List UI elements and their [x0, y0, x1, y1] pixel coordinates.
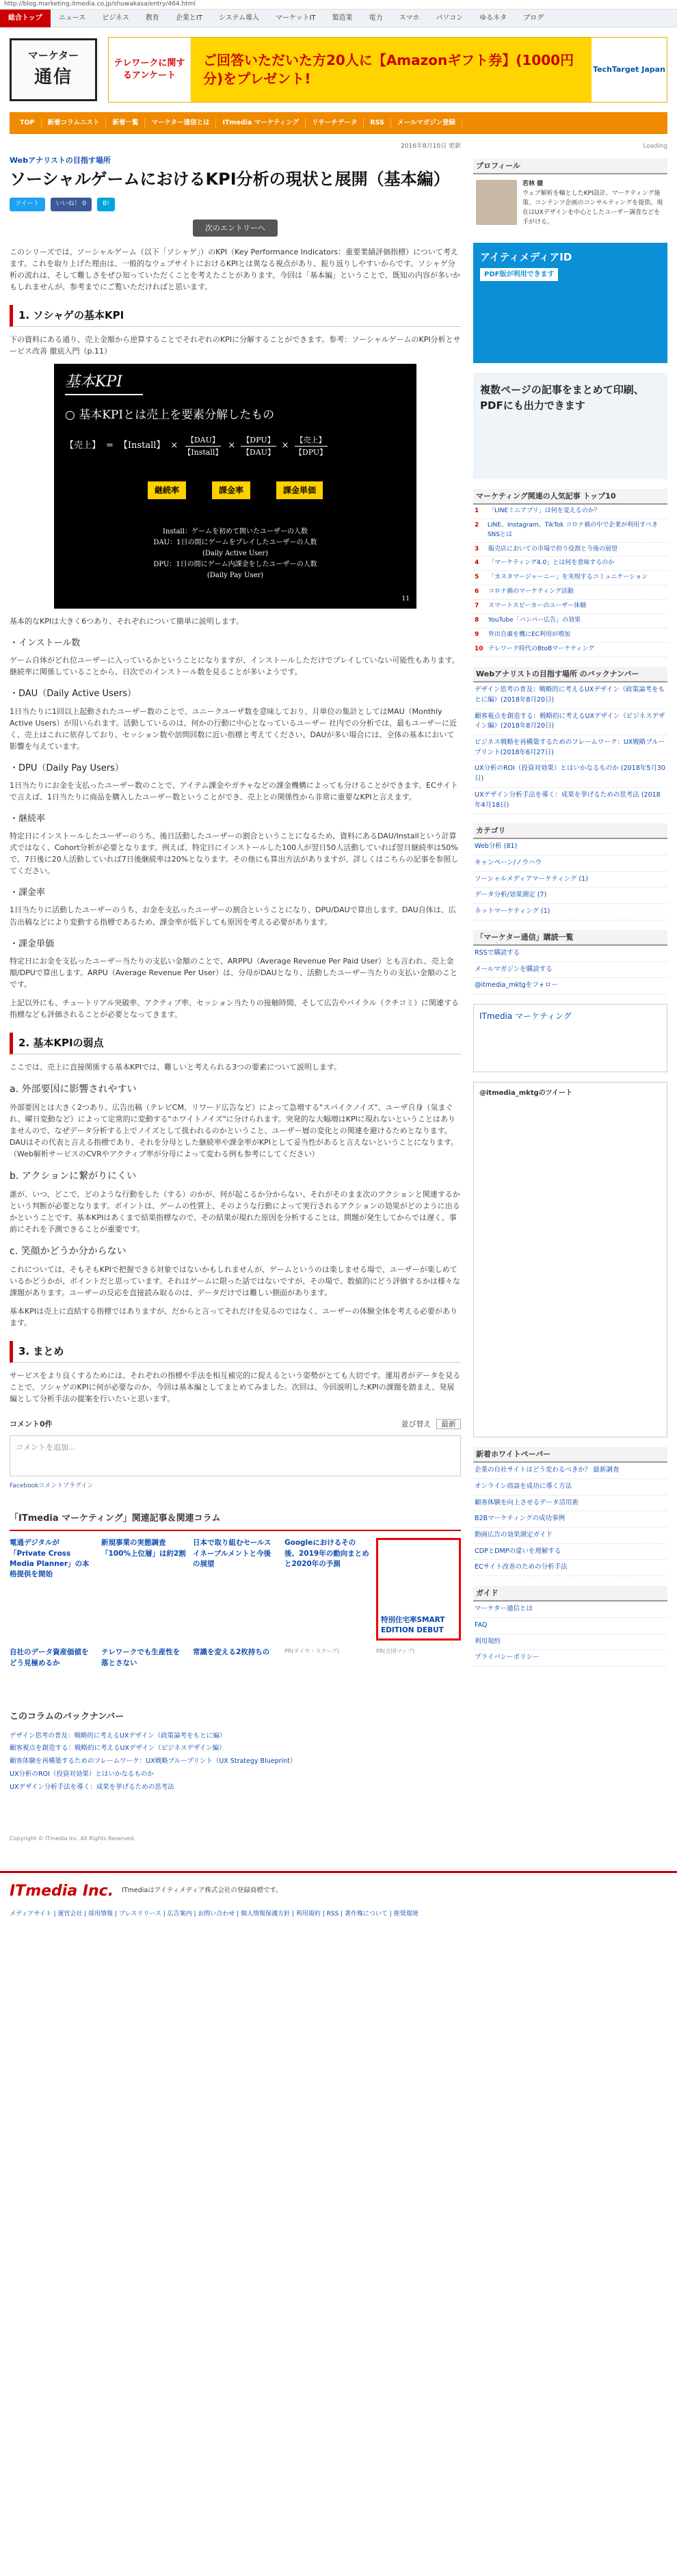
ranking-item[interactable]: 2 LINE、Instagram、TikTok コロナ禍の中で企業が利用すべきSNSとは	[473, 519, 667, 543]
profile-name[interactable]: 若林 健	[522, 180, 544, 187]
category-item[interactable]: ネットマーケティング (1)	[473, 904, 667, 920]
whitepaper-item[interactable]: 動画広告の効果測定ガイド	[473, 1528, 667, 1544]
site-logo[interactable]	[10, 38, 97, 101]
category-box	[473, 823, 667, 920]
section-heading: 3. まとめ	[10, 1341, 461, 1363]
related-item[interactable]: 日本で取り組むセールスイネーブルメントと今後の展望	[193, 1539, 271, 1568]
backnumber-item[interactable]: デザイン思考の普及：戦略的に考えるUXデザイン（政策論考をもとに編）	[10, 1731, 226, 1740]
footer-text: ITmediaはアイティメディア株式会社の登録商標です。	[122, 1887, 282, 1895]
slide-tags	[65, 481, 406, 500]
formula-install: 【Install】	[118, 440, 165, 451]
category-item[interactable]: データ分析/効果測定 (7)	[473, 888, 667, 904]
catnav-item[interactable]: RSS	[364, 118, 391, 128]
catnav-item[interactable]: 新着一覧	[106, 118, 145, 128]
formula-frac-2: $\frac{\text{【DPU】}}{\text{【DAU】}}$	[241, 435, 275, 457]
sidebar-backnumber-box	[473, 667, 667, 814]
twitter-follow-link[interactable]: @itmedia_mktgをフォロー	[473, 978, 667, 994]
tag-pay-rate: 課金率	[212, 481, 250, 500]
related-grid	[10, 1538, 461, 1695]
social-buttons	[10, 198, 461, 211]
rss-link[interactable]: RSSで購読する	[473, 946, 667, 962]
topnav-item[interactable]: ブログ	[523, 14, 544, 22]
topnav-item[interactable]: ビジネス	[102, 14, 129, 22]
ranking-item[interactable]: 9 外出自粛を機にEC利用が増加	[473, 628, 667, 643]
footer-logo[interactable]: ITmedia Inc.	[10, 1882, 114, 1900]
catnav-item[interactable]: マーケター通信とは	[145, 118, 216, 128]
logo-line1: マーケター	[27, 49, 79, 62]
whitepaper-item[interactable]: ECサイト改善のための分析手法	[473, 1560, 667, 1576]
paragraph: 上記以外にも、チュートリアル突破率、アクティブ率、セッション当たりの接触時間、そして広告やバイラル（クチコミ）に関連する指標なども評価されることが必要となってきます。	[10, 998, 460, 1019]
formula-sales: 【売上】	[65, 440, 101, 451]
twitter-widget[interactable]	[473, 1082, 667, 1437]
banner-left-text: テレワークに関するアンケート	[109, 38, 191, 102]
kpi-bullet-list	[10, 637, 461, 990]
comments-section	[10, 1418, 461, 1491]
sidebar-backnumber-item[interactable]: ビジネス戦略を再構築するためのフレームワーク：UX戦略ブループリント(2018年6月27日)	[473, 735, 667, 761]
ranking-item[interactable]: 1 「LINEミニアプリ」は何を変えるのか？	[473, 505, 667, 519]
itmedia-id-ad[interactable]	[473, 243, 667, 363]
guide-item[interactable]: 利用規約	[473, 1634, 667, 1651]
avatar	[476, 180, 517, 225]
paragraph: 下の資料にある通り、売上金額から逆算することでそれぞれのKPIに分解することができます。参考：ソーシャルゲームのKPI分析とサービス改善 徹底入門（p.11）	[10, 335, 461, 356]
copyright: Copyright © ITmedia Inc. All Rights Reserved.	[10, 1835, 135, 1842]
sidebar-backnumber-item[interactable]: デザイン思考の普及：戦略的に考えるUXデザイン（政策論考をもとに編）(2018年8月20日)	[473, 682, 667, 708]
category-item[interactable]: キャンペーン/ノウハウ	[473, 855, 667, 872]
kpi-slide-image	[54, 364, 416, 609]
sidebar-backnumber-title: Webアナリストの目指す場所 のバックナンバー	[473, 667, 667, 682]
twitter-widget-title: @itmedia_mktgのツイート	[479, 1089, 573, 1098]
catnav-item[interactable]: メールマガジン登録	[391, 118, 462, 128]
guide-item[interactable]: マーケター通信とは	[473, 1602, 667, 1618]
category-nav	[10, 112, 667, 134]
whitepaper-item[interactable]: B2Bマーケティングの成功事例	[473, 1511, 667, 1528]
related-ad-box[interactable]: 特別住宅率SMART EDITION DEBUT	[376, 1538, 461, 1641]
topnav-item[interactable]: システム導入	[218, 14, 259, 22]
subscribe-title: 「マーケター通信」購読一覧	[473, 930, 667, 946]
tag-unit-price: 課金単価	[276, 481, 323, 500]
topnav-item[interactable]: 総合トップ	[0, 10, 51, 27]
sidebar	[473, 142, 667, 1844]
sub-heading: c. 笑顔かどうか分からない	[10, 1246, 127, 1258]
ranking-item[interactable]: 5 「カスタマージャーニー」を実現するコミュニケーション	[473, 571, 667, 585]
profile-text: ウェブ解析を軸としたKPI設計、マーケティング施策、コンテンツ企画のコンサルティングを提供。現在はUXデザインを中心としたユーザー調査などを手がける。	[522, 189, 663, 226]
backnumber-title: このコラムのバックナンバー	[10, 1712, 124, 1723]
loading-indicator: Loading	[643, 143, 667, 150]
category-title: カテゴリ	[473, 823, 667, 839]
category-item[interactable]: Web分析 (81)	[473, 839, 667, 855]
related-item[interactable]: Googleにおけるその後、2019年の動向まとめと2020年の予測	[284, 1539, 369, 1568]
article-date: 2016年8月10日 更新	[401, 143, 461, 150]
bullet-title: ・課金単価	[10, 938, 55, 949]
site-footer	[0, 1871, 677, 1910]
topnav-item[interactable]: ニュース	[58, 14, 86, 22]
url-bar[interactable]: http://blog.marketing.itmedia.co.jp/shuwakasa/entry/464.html	[0, 0, 677, 10]
pr-label: PR(ダイヤ・スクープ)	[284, 1648, 340, 1655]
topnav-item[interactable]: 製造業	[332, 14, 353, 22]
bullet-text: 1日当たりに1回以上起動されたユーザー数のことで、ユニークユーザ数を意味しており、月単位の集計としてはMAU（Monthly Active Users）が用いられます。活動しているのは、何かの行動に中心となっているユーザー 社内での分析では、最もユーザーに近く、売上はこれに依存しており、セッション数や訪問回数に近い指標と考えてください。DAUが多い場合には、全体の基本において影響を与えています。	[10, 706, 457, 751]
banner-main-text: ご回答いただいた方20人に【Amazonギフト券】(1000円分)をプレゼント!	[191, 38, 592, 102]
related-item[interactable]: 常識を変える2枚持ちの	[193, 1648, 270, 1657]
footer-links[interactable]: メディアサイト | 運営会社 | 採用情報 | プレスリリース | 広告案内 | お問い合わせ | 個人情報保護方針 | 利用規約 | RSS | 著作権について | 推奨環境	[10, 1910, 419, 1917]
ranking-title: マーケティング関連の人気記事 トップ10	[473, 489, 667, 505]
backnumber-item[interactable]: 顧客体験を再構築するためのフレームワーク：UX戦略ブループリント（UX Strategy Blueprint）	[10, 1757, 297, 1766]
related-item[interactable]: テレワークでも生産性を落とさない	[101, 1648, 181, 1667]
backnumber-item[interactable]: UX分析のROI（投資対効果）とはいかなるものか	[10, 1770, 154, 1778]
topnav-item[interactable]: ゆるネタ	[479, 14, 507, 22]
topnav-item[interactable]: マーケットIT	[275, 14, 316, 22]
like-button[interactable]: いいね！ 0	[51, 198, 92, 211]
article-title: ソーシャルゲームにおけるKPI分析の現状と展開（基本編）	[10, 169, 450, 189]
ad1-title: アイティメディアID	[480, 250, 572, 263]
guide-box	[473, 1586, 667, 1667]
sidebar-backnumber-item[interactable]: UXデザイン分析手法を導く：成果を挙げるための思考法 (2018年4月18日)	[473, 788, 667, 814]
slide-formula: 【売上】 = 【Install】 × $\frac{\text{【DAU】}}{\text{【Install】}}$ × $\frac{\text{【DPU】}}{\text{【DAU】}}$ × $\frac{\text{【売上】}}{\text{【DPU】}}$	[65, 434, 406, 458]
related-title: 「ITmedia マーケティング」関連記事＆関連コラム	[10, 1508, 461, 1531]
pr-label: PR(全国マップ)	[376, 1648, 415, 1655]
sub-heading: b. アクションに繋がりにくい	[10, 1171, 137, 1182]
section-heading: 1. ソシャゲの基本KPI	[10, 305, 461, 327]
whitepaper-title: 新着ホワイトペーパー	[473, 1447, 667, 1463]
print-pdf-ad[interactable]: 複数ページの記事をまとめて印刷、PDFにも出力できます	[473, 373, 667, 479]
topnav-item[interactable]: 電力	[369, 14, 383, 22]
ranking-item[interactable]: 3 販売店においての市場で担う役割と今後の展望	[473, 543, 667, 557]
ranking-item[interactable]: 7 スマートスピーカーのユーザー体験	[473, 600, 667, 614]
facebook-widget[interactable]: ITmedia マーケティング	[473, 1004, 667, 1072]
related-item[interactable]: 自社のデータ資産価値をどう見極めるか	[10, 1648, 89, 1667]
slide-title: 基本KPI	[65, 371, 143, 395]
main-column	[10, 142, 461, 1844]
slide-subtitle: ○ 基本KPIとは売上を要素分解したもの	[65, 408, 275, 423]
related-item[interactable]: 電通デジタルが「Private Cross Media Planner」の本格提供を開始	[10, 1539, 90, 1579]
sort-select[interactable]: 最新	[436, 1419, 461, 1429]
topnav-item[interactable]: 企業とIT	[175, 14, 202, 22]
top-nav	[0, 10, 677, 27]
ranking-item[interactable]: 4 「マーケティング4.0」とは何を意味するのか	[473, 557, 667, 571]
guide-item[interactable]: プライバシーポリシー	[473, 1650, 667, 1667]
bullet-text: 1日当たりに活動したユーザーのうち、お金を支払ったユーザーの割合ということになり、DPU/DAUで算出します。DAU自体は、広告出稿などにより変動する指標であるため、課金率が低下しても原因を考える必要があります。	[10, 905, 456, 927]
hatena-button[interactable]: B!	[97, 198, 115, 211]
comment-count: コメント0件	[10, 1420, 53, 1429]
ranking-item[interactable]: 6 コロナ禍のマーケティング活動	[473, 585, 667, 600]
guide-title: ガイド	[473, 1586, 667, 1602]
bullet-text: 特定日にインストールしたユーザーのうち、後日活動したユーザーの割合ということになるため、資料にあるDAU/Installという計算式ではなく、Cohort分析が必要となります。例えば、特定日にインストールした100人が翌日50人活動していれば翌日継続率は50%で、7日後に20人活動していれば7日後継続率は20%となります。その他にも算出方法がありますが、詳しくはこちらの記事を参照してください。	[10, 832, 459, 876]
paragraph: 誰が、いつ、どこで、どのような行動をした（する）のかが、何が起こるか分からない、それがそのまま次のアクションと関連するかという判断が必要となります。ポイントは、ゲームの性質上、そのような行動によって実行されるアクションの効果がどのように出るかということです。基本KPIはあくまで結果指標なので、その結果が現れた原因を分析することは、問題が発生してからでは遅く、事前にそれを予測できることが重要です。	[10, 1189, 460, 1234]
header-banner-ad[interactable]	[108, 37, 667, 103]
backnumber-list	[10, 1730, 461, 1794]
sub-heading: a. 外部要因に影響されやすい	[10, 1084, 137, 1096]
bullet-title: ・インストール数	[10, 638, 81, 649]
sidebar-backnumber-item[interactable]: UX分析のROI（投資対効果）とはいかなるものか (2018年5月30日)	[473, 761, 667, 787]
backnumber-item[interactable]: UXデザイン分析手法を導く：成果を挙げるための思考法	[10, 1783, 174, 1791]
bullet-text: 特定日にお金を支払ったユーザー当たりの支払い金額のことで、ARPPU（Average Revenue Per Paid User）とも言われ、売上金額/DPUで算出します。ARPU（Average Revenue Per User）は、分母がDAUとなり、活動したユーザー当たりの支払い金額のことです。	[10, 956, 457, 989]
bullet-title: ・DAU（Daily Active Users）	[10, 689, 136, 700]
comment-input[interactable]: コメントを追加...	[10, 1435, 461, 1476]
paragraph: 外部要因とは大きく2つあり、広告出稿（テレビCM、リワード広告など）によって急増する"スパイクノイズ"、ユーザ自身（気まぐれ、曜日変動など）によって定常的に変動する"ホワイトノイズ"に分けられます。突発的な大幅増はKPIに現れないということはありませんので、なぜデータ分析する上でノイズとして扱われるのかということ、ユーザー層の変化との関連を避けるためとなります。DAUはその代表と言える指標であり、それを分母とした継続率や課金率がKPIとして妥当性があると言えないということになります。（Web解析サービスのCVRやアクティブ率が分母によって変わる例も参考にしてください）	[10, 1102, 459, 1159]
next-entry-button[interactable]: 次のエントリーへ	[193, 220, 278, 237]
profile-box	[473, 159, 667, 233]
paragraph: サービスをより良くするためには、それぞれの指標や手法を相互補完的に捉えるという姿勢がとても大切です。運用者がデータを見ることで、ソシャゲのKPIに何が必要なのか、今回は基本編としてまとめてみました。次回は、今回説明したKPIの課題を踏まえ、発展編として分析手法の提案を行いたいと思います。	[10, 1371, 461, 1404]
bullet-title: ・課金率	[10, 888, 46, 899]
banner-brand: TechTarget Japan	[592, 38, 667, 102]
ad1-sub: PDF版が利用できます	[480, 268, 558, 282]
sort-label: 並び替え	[401, 1420, 432, 1429]
site-header	[0, 27, 677, 112]
topnav-item[interactable]: 教育	[145, 14, 159, 22]
catnav-item[interactable]: TOP	[14, 118, 42, 128]
logo-line2: 通信	[34, 67, 72, 88]
paragraph: 基本的なKPIは大きく6つあり、それぞれについて簡単に説明します。	[10, 617, 243, 626]
topnav-item[interactable]: スマホ	[399, 14, 420, 22]
paragraph: これについては、そもそもKPIで把握できる対象ではないかもしれませんが、ゲームというのは楽しませる場で、ユーザーが楽しめているかどうかが、ポイントだと思っています。それはゲームに限った話ではないですが、その場で、数値的にどう評価するかは様々な課題があります。ユーザーの反応を直接読み取るのは、データだけでは難しい側面があります。	[10, 1264, 460, 1297]
ranking-item[interactable]: 8 YouTube「バンパー広告」の効果	[473, 614, 667, 628]
profile-title: プロフィール	[473, 159, 667, 174]
section-heading: 2. 基本KPIの弱点	[10, 1033, 461, 1054]
intro-paragraph: このシリーズでは、ソーシャルゲーム（以下「ソシャゲ」）のKPI（Key Performance Indicators：重要業績評価指標）について考えます。これを取り上げた理由は、一般的なウェブサイトにおけるKPIとは異なる視点があり、振り返りしやすいからです。ソシャゲ分析の流れは、そして難しさをぜひ知っていただくことを考えたことがあります。今回は「基本編」ということで、既知の内容が多いかもしれませんが、参考までにご覧いただければと思います。	[10, 247, 460, 291]
whitepaper-box	[473, 1447, 667, 1576]
formula-frac-3: $\frac{\text{【売上】}}{\text{【DPU】}}$	[294, 435, 328, 457]
tag-retention: 継続率	[148, 481, 186, 500]
topnav-item[interactable]: パソコン	[436, 14, 464, 22]
bullet-title: ・DPU（Daily Pay Users）	[10, 762, 124, 773]
catnav-item[interactable]: 新着コラムニスト	[42, 118, 107, 128]
catnav-item[interactable]: ITmedia マーケティング	[216, 118, 306, 128]
whitepaper-item[interactable]: オンライン商談を成功に導く方法	[473, 1479, 667, 1496]
whitepaper-item[interactable]: CDPとDMPの違いを理解する	[473, 1544, 667, 1561]
subscribe-box	[473, 930, 667, 994]
paragraph: 基本KPIは売上に直結する指標ではありますが、だからと言ってそれだけを見るのではなく、ユーザーの体験全体を考える必要があります。	[10, 1306, 457, 1327]
mail-link[interactable]: メールマガジンを購読する	[473, 962, 667, 979]
whitepaper-item[interactable]: 顧客体験を向上させるデータ活用術	[473, 1496, 667, 1512]
guide-item[interactable]: FAQ	[473, 1618, 667, 1634]
slide-page-number: 11	[401, 596, 410, 603]
whitepaper-item[interactable]: 企業の自社サイトはどう変わるべきか？ 最新調査	[473, 1463, 667, 1479]
paragraph: ここでは、売上に直接関係する基本KPIでは、難しいと考えられる3つの要素について説明します。	[10, 1063, 341, 1072]
ranking-box	[473, 489, 667, 657]
column-kicker[interactable]: Webアナリストの目指す場所	[10, 155, 111, 165]
tweet-button[interactable]: ツイート	[10, 198, 45, 211]
catnav-item[interactable]: リサーチデータ	[306, 118, 364, 128]
category-item[interactable]: ソーシャルメディアマーケティング (1)	[473, 872, 667, 888]
bullet-text: ゲーム自体がどれ位ユーザーに入っているかということになりますが、インストールしただけでプレイしていない可能性もあります。継続率に関係していることから、日次でのインストール数を見ることが多いようです。	[10, 656, 460, 677]
related-item[interactable]: 新規事業の実態調査「100%上位層」は約2割	[101, 1539, 186, 1558]
slide-notes: Install：ゲームを初めて開いたユーザーの人数 DAU：1日の間にゲームをプレイしたユーザーの人数 (Daily Active User) DPU：1日の間にゲーム内課金をしたユーザーの人数 (Daily Pay User)	[153, 528, 317, 580]
sidebar-backnumber-item[interactable]: 顧客視点を創造する：戦略的に考えるUXデザイン（ビジネスデザイン編）(2018年8月20日)	[473, 709, 667, 735]
backnumber-item[interactable]: 顧客視点を創造する：戦略的に考えるUXデザイン（ビジネスデザイン編）	[10, 1744, 226, 1753]
formula-frac-1: $\frac{\text{【DAU】}}{\text{【Install】}}$	[183, 435, 223, 457]
ranking-item[interactable]: 10 テレワーク時代のBtoBマーケティング	[473, 643, 667, 657]
fb-plugin-link[interactable]: Facebookコメントプラグイン	[10, 1483, 94, 1490]
bullet-text: 1日当たりにお金を支払ったユーザー数のことで、アイテム課金やガチャなどの課金機構によっても分けることができます。ECサイトで言えば、1日当たりに商品を購入したユーザー数ということができ、売上との関係性から非常に重要なKPIと言えます。	[10, 780, 458, 801]
bullet-title: ・継続率	[10, 814, 46, 825]
